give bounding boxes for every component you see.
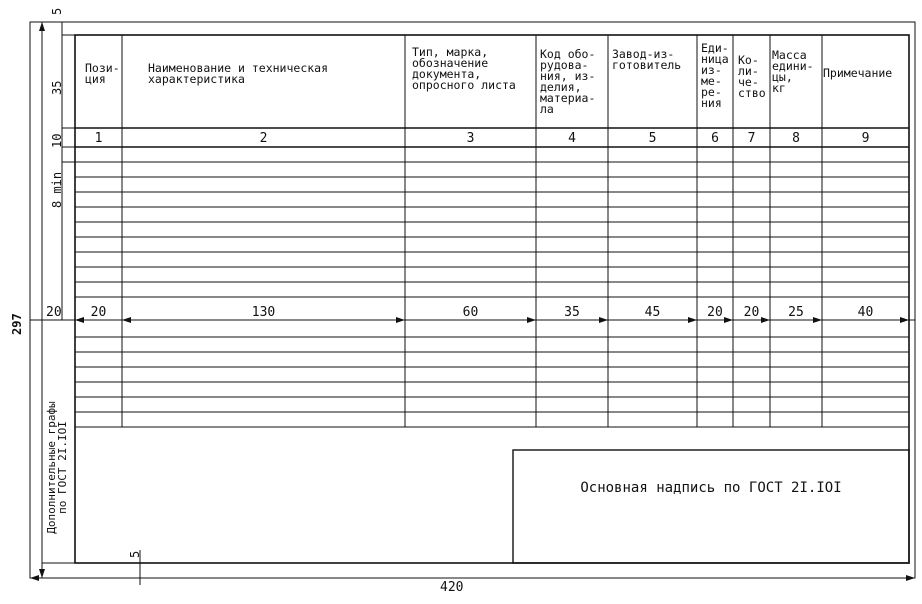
- dim-left-margin: 20: [46, 305, 62, 320]
- dim-row-height: 8 min: [50, 171, 64, 208]
- header-quantity: Ко- ли- че- ство: [738, 53, 766, 100]
- column-number-5: 5: [648, 131, 657, 146]
- dim-top-margin: 5: [50, 7, 64, 15]
- dim-col-8: 25: [788, 305, 804, 320]
- header-note: Примечание: [823, 66, 893, 80]
- column-number-3: 3: [466, 131, 475, 146]
- header-type: Тип, марка, обозначение документа, опросного листа: [412, 45, 516, 92]
- header-mass: Масса едини- цы, кг: [772, 48, 814, 95]
- dim-col-5: 45: [644, 305, 661, 320]
- dim-col-6: 20: [707, 305, 723, 320]
- dim-header-height: 35: [50, 80, 64, 95]
- dim-col-1: 20: [90, 305, 107, 320]
- column-number-7: 7: [747, 131, 756, 146]
- dim-number-row: 10: [50, 133, 64, 148]
- dim-col-3: 60: [462, 305, 479, 320]
- dim-col-7: 20: [743, 305, 760, 320]
- additional-columns-label: Дополнительные графы по ГОСТ 2I.IOI: [45, 401, 69, 534]
- dim-binding-strip: 5: [128, 550, 142, 558]
- dim-col-4: 35: [564, 305, 580, 320]
- dim-col-2: 130: [251, 305, 276, 320]
- header-position: Пози- ция: [85, 61, 120, 86]
- dim-sheet-width: 420: [440, 580, 464, 595]
- header-manufacturer: Завод-из- готовитель: [612, 47, 682, 72]
- header-unit: Еди- ница из- ме- ре- ния: [701, 41, 729, 110]
- column-number-9: 9: [861, 131, 870, 146]
- column-number-6: 6: [711, 131, 719, 146]
- title-block: [513, 450, 909, 563]
- dim-col-9: 40: [857, 305, 874, 320]
- column-number-8: 8: [792, 131, 800, 146]
- column-number-4: 4: [568, 131, 576, 146]
- column-number-2: 2: [259, 131, 268, 146]
- title-block-label: Основная надпись по ГОСТ 2I.IOI: [580, 480, 842, 496]
- table-rows-lower: [75, 337, 909, 427]
- header-code: Код обо- рудова- ния, из- делия, материа- ла: [540, 47, 596, 116]
- header-name: Наименование и техническая характеристика: [148, 61, 329, 86]
- column-number-1: 1: [94, 131, 103, 146]
- dim-sheet-height: 297: [10, 313, 24, 335]
- table-rows-upper: [75, 162, 909, 297]
